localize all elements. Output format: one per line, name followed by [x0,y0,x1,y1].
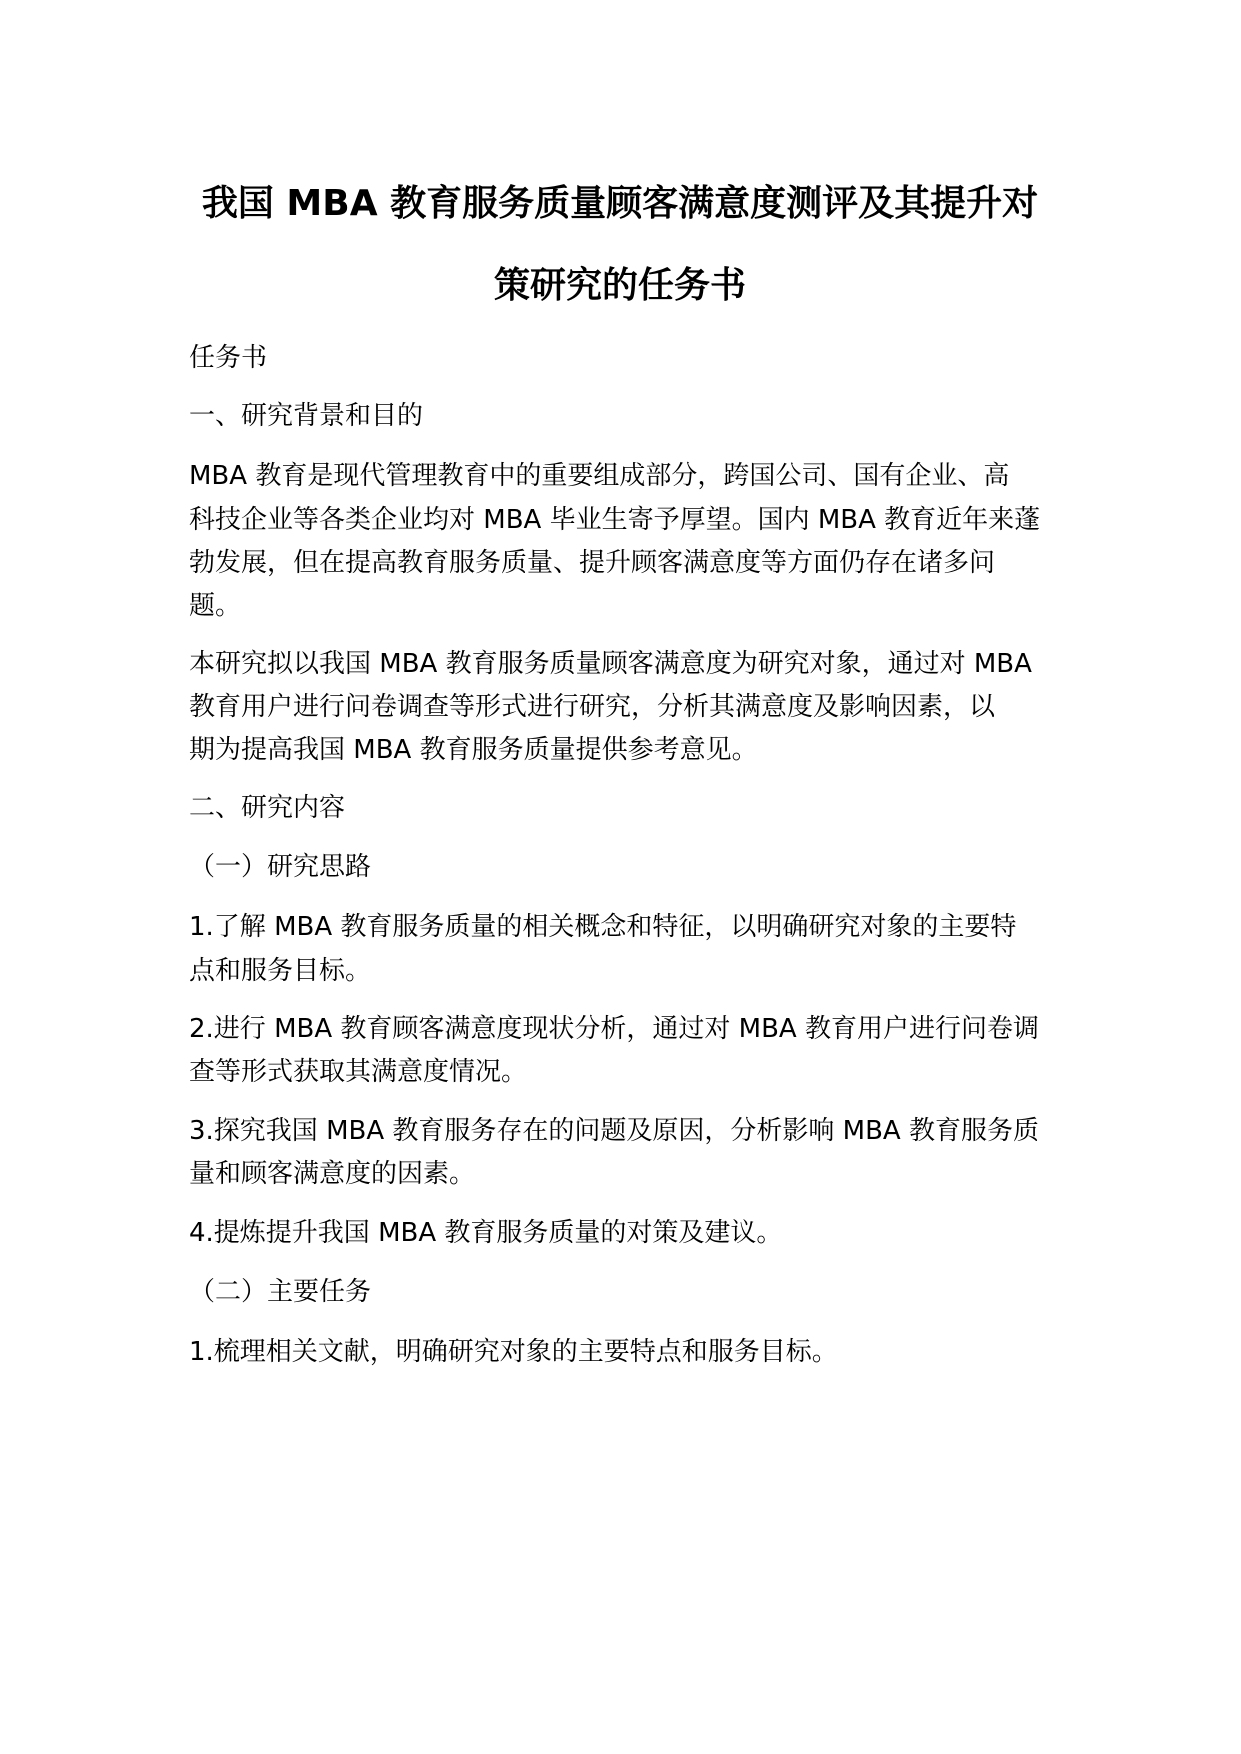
taskbook-label: 任务书 [189,343,268,373]
list-item-line: 1.了解 MBA 教育服务质量的相关概念和特征，以明确研究对象的主要特 [189,912,1017,942]
paragraph-line: 本研究拟以我国 MBA 教育服务质量顾客满意度为研究对象，通过对 MBA [189,649,1032,679]
document-title-line-2: 策研究的任务书 [493,265,746,306]
list-item-line: 查等形式获取其满意度情况。 [189,1057,528,1087]
document-title-line-1: 我国 MBA 教育服务质量顾客满意度测评及其提升对 [201,183,1039,224]
paragraph-line: MBA 教育是现代管理教育中的重要组成部分，跨国公司、国有企业、高 [189,461,1010,491]
list-item-line: 点和服务目标。 [189,956,372,986]
paragraph-line: 教育用户进行问卷调查等形式进行研究，分析其满意度及影响因素，以 [189,692,996,722]
paragraph-line: 期为提高我国 MBA 教育服务质量提供参考意见。 [189,735,758,765]
list-item-line: 3.探究我国 MBA 教育服务存在的问题及原因，分析影响 MBA 教育服务质 [189,1116,1039,1146]
subsection-1-heading: （一）研究思路 [189,852,372,882]
paragraph-line: 科技企业等各类企业均对 MBA 毕业生寄予厚望。国内 MBA 教育近年来蓬 [189,505,1041,535]
list-item-line: 4.提炼提升我国 MBA 教育服务质量的对策及建议。 [189,1218,783,1248]
paragraph-line: 题。 [189,591,242,621]
section-2-heading: 二、研究内容 [189,793,346,823]
subsection-2-heading: （二）主要任务 [189,1277,372,1307]
section-1-heading: 一、研究背景和目的 [189,401,424,431]
list-item-line: 1.梳理相关文献，明确研究对象的主要特点和服务目标。 [189,1337,838,1367]
paragraph-line: 勃发展，但在提高教育服务质量、提升顾客满意度等方面仍存在诸多问 [189,548,996,578]
list-item-line: 量和顾客满意度的因素。 [189,1159,476,1189]
list-item-line: 2.进行 MBA 教育顾客满意度现状分析，通过对 MBA 教育用户进行问卷调 [189,1014,1039,1044]
